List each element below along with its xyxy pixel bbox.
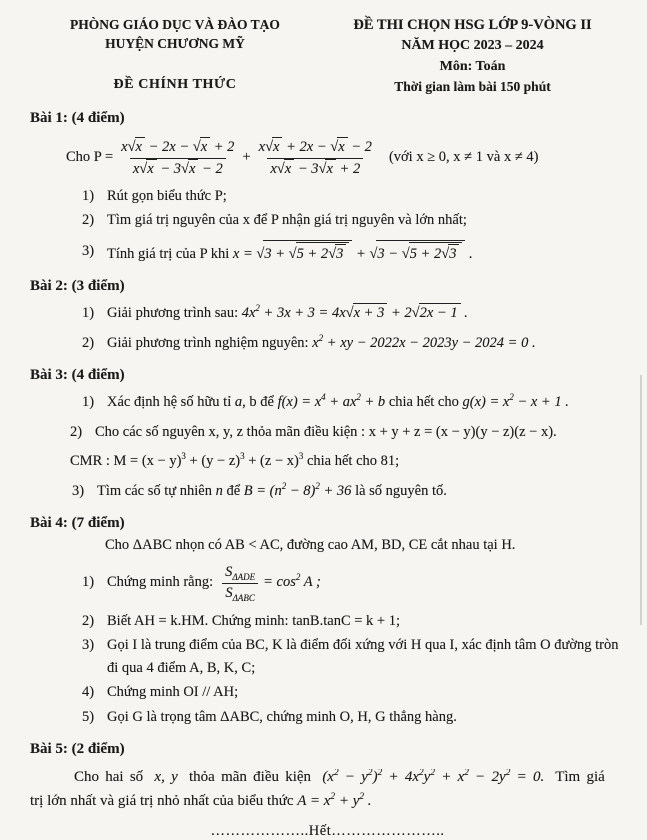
- equation: $4x^2 + 3x + 3 = 4x$ √ x + 3 + 2 √ 2x − 1 .: [242, 305, 468, 321]
- fraction-1-numerator: x √ x − 2x − √ x + 2: [118, 137, 237, 158]
- item-text-prefix: Tính giá trị của P khi: [107, 245, 230, 262]
- item-number: 1): [82, 394, 95, 411]
- section-bai-5: [30, 741, 625, 840]
- duration-label: Thời gian làm bài 150 phút: [394, 78, 551, 94]
- equation: $x^2$ + xy − 2022x − 2023y − 2024 = 0 .: [312, 332, 536, 351]
- bai-5-line-1: [30, 769, 625, 786]
- item-number: 2): [82, 334, 95, 351]
- item-text: Tìm giá trị nguyên của x để P nhận giá trị nguyên và lớn nhất;: [107, 212, 467, 229]
- bai-1-title: Bài 1: (4 điểm): [30, 110, 125, 127]
- bai-4-item-3: [82, 634, 625, 679]
- bai-1-item-1: [82, 185, 625, 207]
- item-text-prefix: Giải phương trình sau:: [107, 305, 239, 322]
- official-exam-label: ĐỀ CHÍNH THỨC: [113, 76, 237, 92]
- bai-2-title: Bài 2: (3 điểm): [30, 278, 125, 295]
- section-bai-1: [30, 110, 625, 265]
- het-footer: ………………..Hết…………………..: [210, 823, 445, 840]
- item-text: [107, 240, 625, 265]
- item-text: [107, 302, 625, 324]
- bai-2-item-2: [82, 332, 625, 354]
- cho-p-label: Cho P =: [66, 149, 114, 166]
- school-year: NĂM HỌC 2023 – 2024: [401, 37, 544, 53]
- item-text: Chứng minh OI // AH;: [107, 684, 239, 701]
- bai-5-line-2: [30, 793, 625, 810]
- item-text: Gọi I là trung điểm của BC, K là điểm đối xứng với H qua I, xác định tâm O đường tròn đi qua 4 điểm A, B, K, C;: [107, 637, 619, 676]
- bai-1-item-2: [82, 209, 625, 231]
- item-number: 2): [70, 423, 83, 440]
- item-number: 3): [72, 482, 85, 499]
- exam-header: [30, 16, 625, 97]
- item-number: 1): [82, 187, 95, 204]
- bai-3-item-3: [72, 480, 625, 502]
- bai-2-item-1: [82, 302, 625, 324]
- item-number: 2): [82, 212, 95, 229]
- text-segment: thỏa mãn điều kiện: [189, 769, 312, 786]
- text-segment: chia hết cho: [388, 394, 459, 411]
- objective-expression: $A = x^2 + y^2$ .: [297, 792, 372, 810]
- district-name: HUYỆN CHƯƠNG MỸ: [105, 35, 245, 51]
- item-number: 2): [82, 612, 95, 629]
- math-segment: $f(x) = x^4 + ax^2 + b$: [277, 392, 386, 411]
- item-text: Rút gọn biểu thức P;: [107, 187, 227, 204]
- equation-suffix: = $\cos^2 A$ ;: [263, 572, 321, 591]
- text-segment: để: [226, 482, 241, 499]
- bai-4-item-1: [82, 563, 625, 603]
- text-segment: là số nguyên tố.: [355, 482, 447, 499]
- fraction-2: [256, 137, 375, 179]
- item-number: 3): [82, 242, 95, 259]
- item-text: Gọi G là trọng tâm ΔABC, chứng minh O, H, G thẳng hàng.: [107, 708, 457, 725]
- math-segment: n: [215, 482, 223, 499]
- text-segment: Tìm giá: [555, 769, 605, 786]
- issuing-authority-block: [30, 16, 320, 93]
- condition-equation: $(x^2 - y^2)^2 + 4x^2y^2 + x^2 - 2y^2 = 0$.: [322, 769, 545, 786]
- fraction-1-denominator: x √ x − 3 √ x − 2: [130, 158, 226, 179]
- text-segment: b để: [249, 394, 274, 411]
- item-text: [97, 480, 625, 502]
- bai-3-item-2: [70, 421, 625, 443]
- bai-4-item-5: [82, 706, 625, 728]
- exam-title: ĐỀ THI CHỌN HSG LỚP 9-VÒNG II: [353, 17, 592, 33]
- text-segment: Cho hai số: [74, 769, 144, 786]
- item-text-prefix: Chứng minh rằng:: [107, 574, 214, 591]
- fraction-denominator: $S_{\Delta ABC}$: [222, 583, 258, 603]
- item-number: 5): [82, 708, 95, 725]
- department-name: PHÒNG GIÁO DỤC VÀ ĐÀO TẠO: [70, 17, 280, 32]
- bai-4-intro: Cho ΔABC nhọn có AB < AC, đường cao AM, BD, CE cắt nhau tại H.: [105, 537, 516, 554]
- item-text: [107, 391, 625, 413]
- fraction-1: [118, 137, 237, 179]
- area-ratio-fraction: [222, 563, 258, 603]
- subject-label: Môn: Toán: [439, 58, 506, 74]
- bai-5-title: Bài 5: (2 điểm): [30, 741, 125, 758]
- item-number: 1): [82, 574, 95, 591]
- bai-4-item-4: [82, 681, 625, 703]
- text-segment: trị lớn nhất và giá trị nhỏ nhất của biểu thức: [30, 793, 294, 810]
- fraction-2-denominator: x √ x − 3 √ x + 2: [267, 158, 363, 179]
- math-segment: $B = (n^2 - 8)^2 + 36$: [243, 480, 352, 499]
- text-segment: Tìm các số tự nhiên: [97, 482, 212, 499]
- math-segment: a,: [234, 394, 246, 411]
- item-text: [107, 332, 625, 354]
- bai-3-cmr: [70, 450, 625, 472]
- nested-radical-expression: x = √ 3 + √ 5 + 2 √ 3 + √ 3 − √ 5 + 2 √ 3 .: [233, 246, 473, 262]
- item-number: 4): [82, 684, 95, 701]
- item-text-prefix: Giải phương trình nghiệm nguyên:: [107, 334, 309, 351]
- text-segment: Xác định hệ số hữu tỉ: [107, 394, 232, 411]
- bai-3-item-1: [82, 391, 625, 413]
- item-text: Cho các số nguyên x, y, z thỏa mãn điều kiện : x + y + z = (x − y)(y − z)(z − x).: [95, 423, 557, 440]
- scan-edge-artifact: [640, 375, 642, 625]
- bai-3-title: Bài 3: (4 điểm): [30, 367, 125, 384]
- bai-1-formula: [66, 137, 625, 179]
- plus-sign: +: [242, 149, 251, 166]
- math-segment: x, y: [154, 769, 178, 786]
- bai-1-item-3: [82, 240, 625, 265]
- cmr-statement: CMR : $M = (x - y)^3 + (y - z)^3 + (z - x)^3$ chia hết cho 81;: [70, 451, 400, 470]
- item-text: Biết AH = k.HM. Chứng minh: tanB.tanC = k + 1;: [107, 612, 400, 629]
- item-number: 3): [82, 637, 95, 654]
- bai-4-item-2: [82, 610, 625, 632]
- fraction-2-numerator: x √ x + 2x − √ x − 2: [256, 137, 375, 158]
- fraction-numerator: $S_{\Delta ADE}$: [225, 564, 256, 582]
- domain-condition: (với x ≥ 0, x ≠ 1 và x ≠ 4): [388, 149, 539, 166]
- math-segment: $g(x) = x^2 - x + 1$ .: [462, 392, 569, 411]
- section-bai-3: [30, 367, 625, 502]
- section-bai-2: [30, 278, 625, 354]
- exam-title-block: [320, 16, 625, 97]
- item-number: 1): [82, 305, 95, 322]
- bai-4-title: Bài 4: (7 điểm): [30, 515, 125, 532]
- section-bai-4: [30, 515, 625, 728]
